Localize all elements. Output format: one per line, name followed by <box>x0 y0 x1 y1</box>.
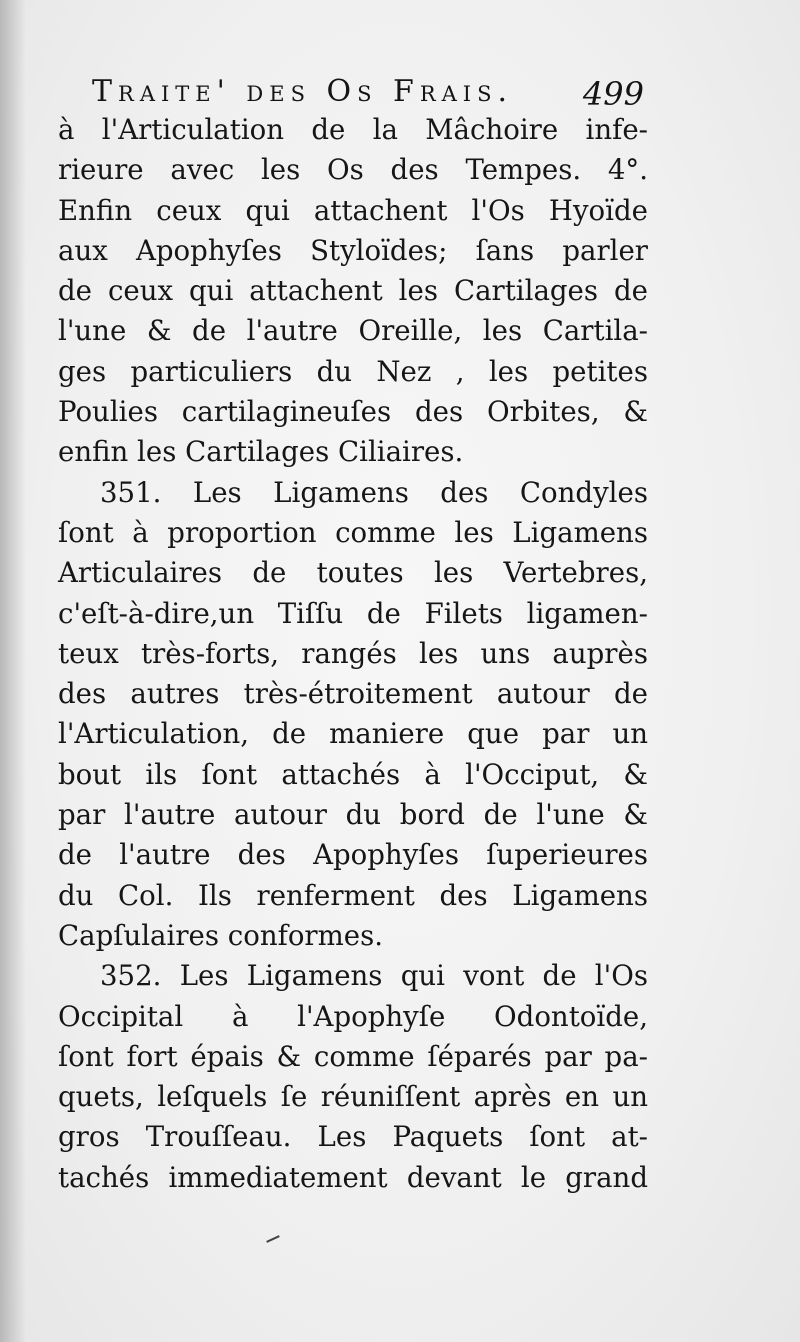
text-line: Articulaires de toutes les Vertebres, <box>58 556 648 590</box>
body-text <box>58 110 648 1198</box>
text-line: l'une & de l'autre Oreille, les Cartila- <box>58 314 648 348</box>
text-line: quets, leſquels ſe réuniſſent après en un <box>58 1080 648 1114</box>
text-line: l'Articulation, de maniere que par un <box>58 717 648 751</box>
text-line: bout ils ſont attachés à l'Occiput, & <box>58 757 648 791</box>
text-line: du Col. Ils renferment des Ligamens <box>58 878 648 912</box>
text-line: des autres très-étroitement autour de <box>58 677 648 711</box>
text-line: ſont fort épais & comme ſéparés par pa- <box>58 1039 648 1073</box>
text-line: Occipital à l'Apophyſe Odontoïde, <box>58 999 648 1033</box>
paragraph-352-start: 352. Les Ligamens qui vont de l'Os <box>100 959 648 993</box>
text-line: c'eſt-à-dire,un Tiſſu de Filets ligamen- <box>58 596 648 630</box>
page-number: 499 <box>582 75 644 113</box>
text-line: par l'autre autour du bord de l'une & <box>58 798 648 832</box>
text-line: enfin les Cartilages Ciliaires. <box>58 435 464 469</box>
text-line: aux Apophyſes Styloïdes; ſans parler <box>58 233 648 267</box>
text-line: ges particuliers du Nez , les petites <box>58 354 648 388</box>
paragraph-351-start: 351. Les Ligamens des Condyles <box>100 475 648 509</box>
text-line: à l'Articulation de la Mâchoire infe- <box>58 113 648 146</box>
text-line: ſont à proportion comme les Ligamens <box>58 515 648 549</box>
text-line: de ceux qui attachent les Cartilages de <box>58 274 648 308</box>
running-title: Traite' des Os Frais. <box>92 74 514 109</box>
text-line: Poulies cartilagineuſes des Orbites, & <box>58 395 648 429</box>
text-line: rieure avec les Os des Tempes. 4°. <box>58 153 648 187</box>
text-line: gros Trouſſeau. Les Paquets ſont at- <box>58 1120 648 1154</box>
gutter-shadow <box>0 0 26 1342</box>
ink-mark <box>266 1235 280 1243</box>
text-line: tachés immediatement devant le grand <box>58 1160 648 1194</box>
text-line: Capſulaires conformes. <box>58 918 384 952</box>
text-line: teux très-forts, rangés les uns auprès <box>58 636 648 670</box>
text-line: Enfin ceux qui attachent l'Os Hyoïde <box>58 193 648 227</box>
text-line: de l'autre des Apophyſes ſuperieures <box>58 838 648 872</box>
